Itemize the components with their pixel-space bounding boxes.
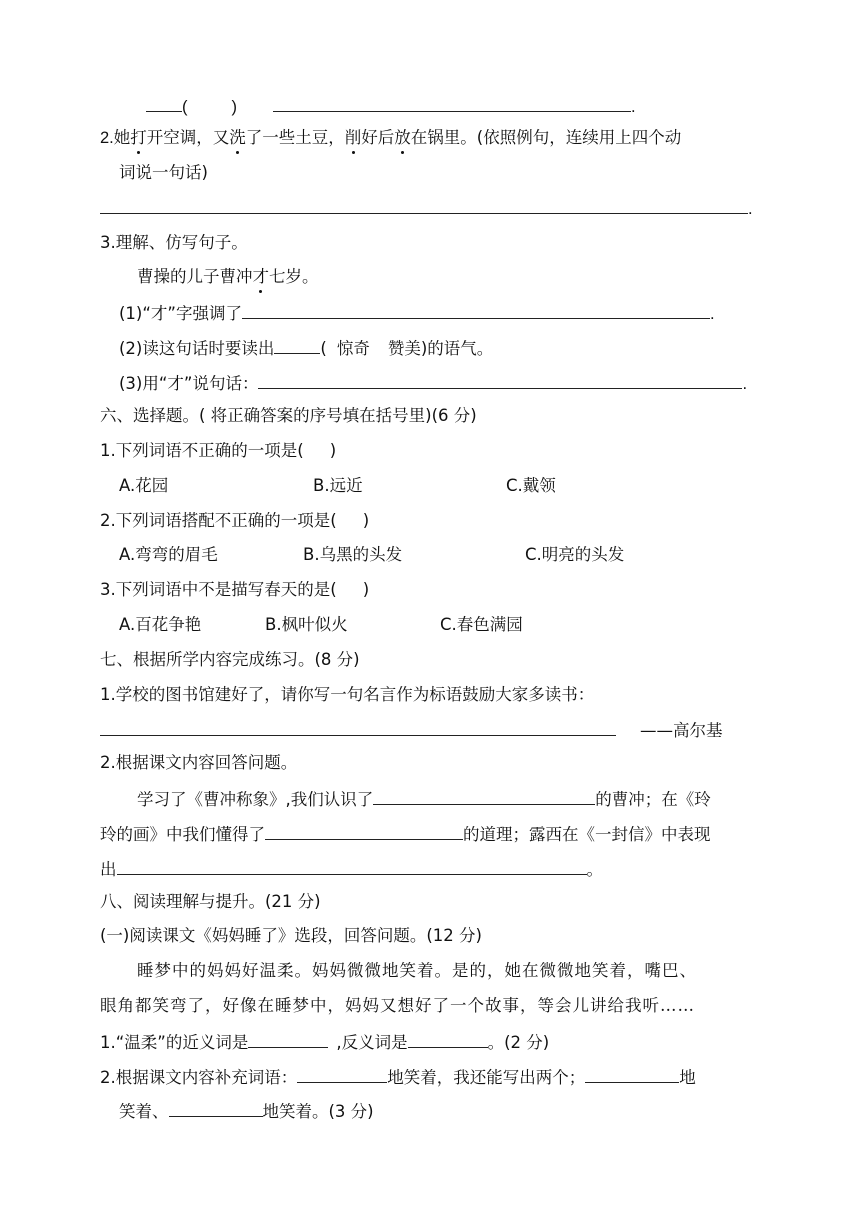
item-number: 2. <box>100 129 114 147</box>
dotted-verb: 洗 <box>229 128 246 147</box>
dotted-verb: 打 <box>130 128 147 147</box>
text: 。 <box>586 860 603 879</box>
text: 2.根据课文内容补充词语： <box>100 1068 298 1087</box>
period: . <box>709 305 715 323</box>
open-paren: ( <box>182 98 188 116</box>
q5-item3-sentence <box>137 266 319 288</box>
q6-item3-option-c[interactable]: C.春色满园 <box>440 615 523 634</box>
q5-item3-sub3 <box>119 371 747 395</box>
text: 玲的画》中我们懂得了 <box>100 825 265 844</box>
text: 好后 <box>361 128 395 147</box>
text: 地笑着。(3 分) <box>262 1102 374 1121</box>
q6-item1-option-a[interactable]: A.花园 <box>119 476 169 495</box>
close-paren: ) <box>231 98 237 116</box>
q5-item2-line1 <box>100 127 681 149</box>
text: ,反义词是 <box>336 1033 408 1052</box>
text: 了一些土豆， <box>245 128 345 147</box>
q7-heading: 七、根据所学内容完成练习。(8 分) <box>100 650 360 669</box>
close-paren: ) <box>362 511 370 530</box>
sub-question-label: (2)读这句话时要读出 <box>119 339 275 358</box>
answer-blank[interactable] <box>265 822 463 840</box>
q7-para-line3 <box>100 857 603 881</box>
q7-para-line1 <box>137 787 711 811</box>
option-text: 惊奇 <box>336 339 370 358</box>
q6-item3-option-b[interactable]: B.枫叶似火 <box>265 615 348 634</box>
text: 曹操的儿子曹冲 <box>137 267 253 286</box>
answer-blank[interactable] <box>408 1030 488 1048</box>
text: 地笑着，我还能写出两个； <box>387 1068 586 1087</box>
q5-item3-title: 3.理解、仿写句子。 <box>100 233 248 252</box>
q5-item3-sub1 <box>119 301 715 325</box>
q6-item2-option-b[interactable]: B.乌黑的头发 <box>303 545 403 564</box>
q6-heading: 六、选择题。( 将正确答案的序号填在括号里)(6 分) <box>100 406 477 425</box>
dotted-verb: 削 <box>344 128 362 147</box>
q8-item1 <box>100 1030 549 1054</box>
question-stem: 2.下列词语搭配不正确的一项是( <box>100 511 337 530</box>
dotted-verb: 放 <box>394 128 411 147</box>
answer-blank[interactable] <box>100 196 748 214</box>
q8-item2-line2 <box>119 1099 374 1123</box>
answer-blank[interactable] <box>117 857 587 875</box>
q5-item1-answer-line <box>146 94 636 118</box>
text: 的道理；露西在《一封信》中表现 <box>463 825 711 844</box>
answer-blank[interactable] <box>242 301 710 319</box>
q6-item2-option-c[interactable]: C.明亮的头发 <box>525 545 625 564</box>
text: 笑着、 <box>119 1102 169 1121</box>
q8-passage-line1: 睡梦中的妈妈好温柔。妈妈微微地笑着。是的，她在微微地笑着，嘴巴、 <box>137 961 697 980</box>
text: 她 <box>113 128 131 147</box>
question-stem: 1.下列词语不正确的一项是( <box>100 441 304 460</box>
text: 。(2 分) <box>487 1033 550 1052</box>
sub-question-label: (1)“才”字强调了 <box>119 304 242 323</box>
q7-para-line2 <box>100 822 711 846</box>
text: 七岁。 <box>269 267 319 286</box>
period: . <box>742 375 748 393</box>
sub-question-label: (3)用“才”说句话： <box>119 374 259 393</box>
text: )的语气。 <box>420 339 494 358</box>
q5-item2-answer-line <box>100 196 753 220</box>
answer-blank[interactable] <box>146 94 182 112</box>
text: 开空调，又 <box>146 128 230 147</box>
quote-author: ——高尔基 <box>640 721 723 740</box>
q7-item1: 1.学校的图书馆建好了，请你写一句名言作为标语鼓励大家多读书： <box>100 685 595 704</box>
text: 1.“温柔”的近义词是 <box>100 1033 249 1052</box>
dotted-char: 才 <box>252 267 269 286</box>
answer-blank[interactable] <box>373 787 595 805</box>
open-paren: ( <box>320 339 327 358</box>
period: . <box>748 200 753 218</box>
q5-item3-sub2 <box>119 336 493 360</box>
answer-blank[interactable] <box>273 94 631 112</box>
q6-item3-option-a[interactable]: A.百花争艳 <box>119 615 202 634</box>
text: 在锅里。(依照例句，连续用上四个动 <box>410 128 682 147</box>
q8-sub-heading: (一)阅读课文《妈妈睡了》选段，回答问题。(12 分) <box>100 926 482 945</box>
q6-item1-stem <box>100 440 336 462</box>
answer-blank[interactable] <box>585 1065 679 1083</box>
q8-passage-line2: 眼角都笑弯了，好像在睡梦中，妈妈又想好了一个故事，等会儿讲给我听…… <box>100 996 695 1015</box>
text: 学习了《曹冲称象》,我们认识了 <box>137 790 374 809</box>
q6-item2-option-a[interactable]: A.弯弯的眉毛 <box>119 545 218 564</box>
q7-item2: 2.根据课文内容回答问题。 <box>100 753 298 772</box>
q5-item2-line2: 词说一句话) <box>119 163 208 182</box>
period: . <box>631 98 636 116</box>
text: 地 <box>679 1068 696 1087</box>
text: 的曹冲；在《玲 <box>595 790 711 809</box>
answer-blank[interactable] <box>297 1065 387 1083</box>
q8-heading: 八、阅读理解与提升。(21 分) <box>100 892 321 911</box>
answer-blank[interactable] <box>100 718 616 736</box>
q6-item1-option-b[interactable]: B.远近 <box>313 476 363 495</box>
option-text: 赞美 <box>387 339 421 358</box>
answer-blank[interactable] <box>258 371 742 389</box>
answer-blank[interactable] <box>169 1099 263 1117</box>
answer-blank[interactable] <box>248 1030 328 1048</box>
q8-item2-line1 <box>100 1065 696 1089</box>
answer-blank[interactable] <box>274 336 320 354</box>
q7-item1-answer-line <box>100 718 723 742</box>
q6-item3-stem <box>100 579 369 601</box>
close-paren: ) <box>362 580 370 599</box>
close-paren: ) <box>329 441 337 460</box>
text: 出 <box>100 860 117 879</box>
q6-item1-option-c[interactable]: C.戴领 <box>506 476 556 495</box>
question-stem: 3.下列词语中不是描写春天的是( <box>100 580 337 599</box>
q6-item2-stem <box>100 510 369 532</box>
